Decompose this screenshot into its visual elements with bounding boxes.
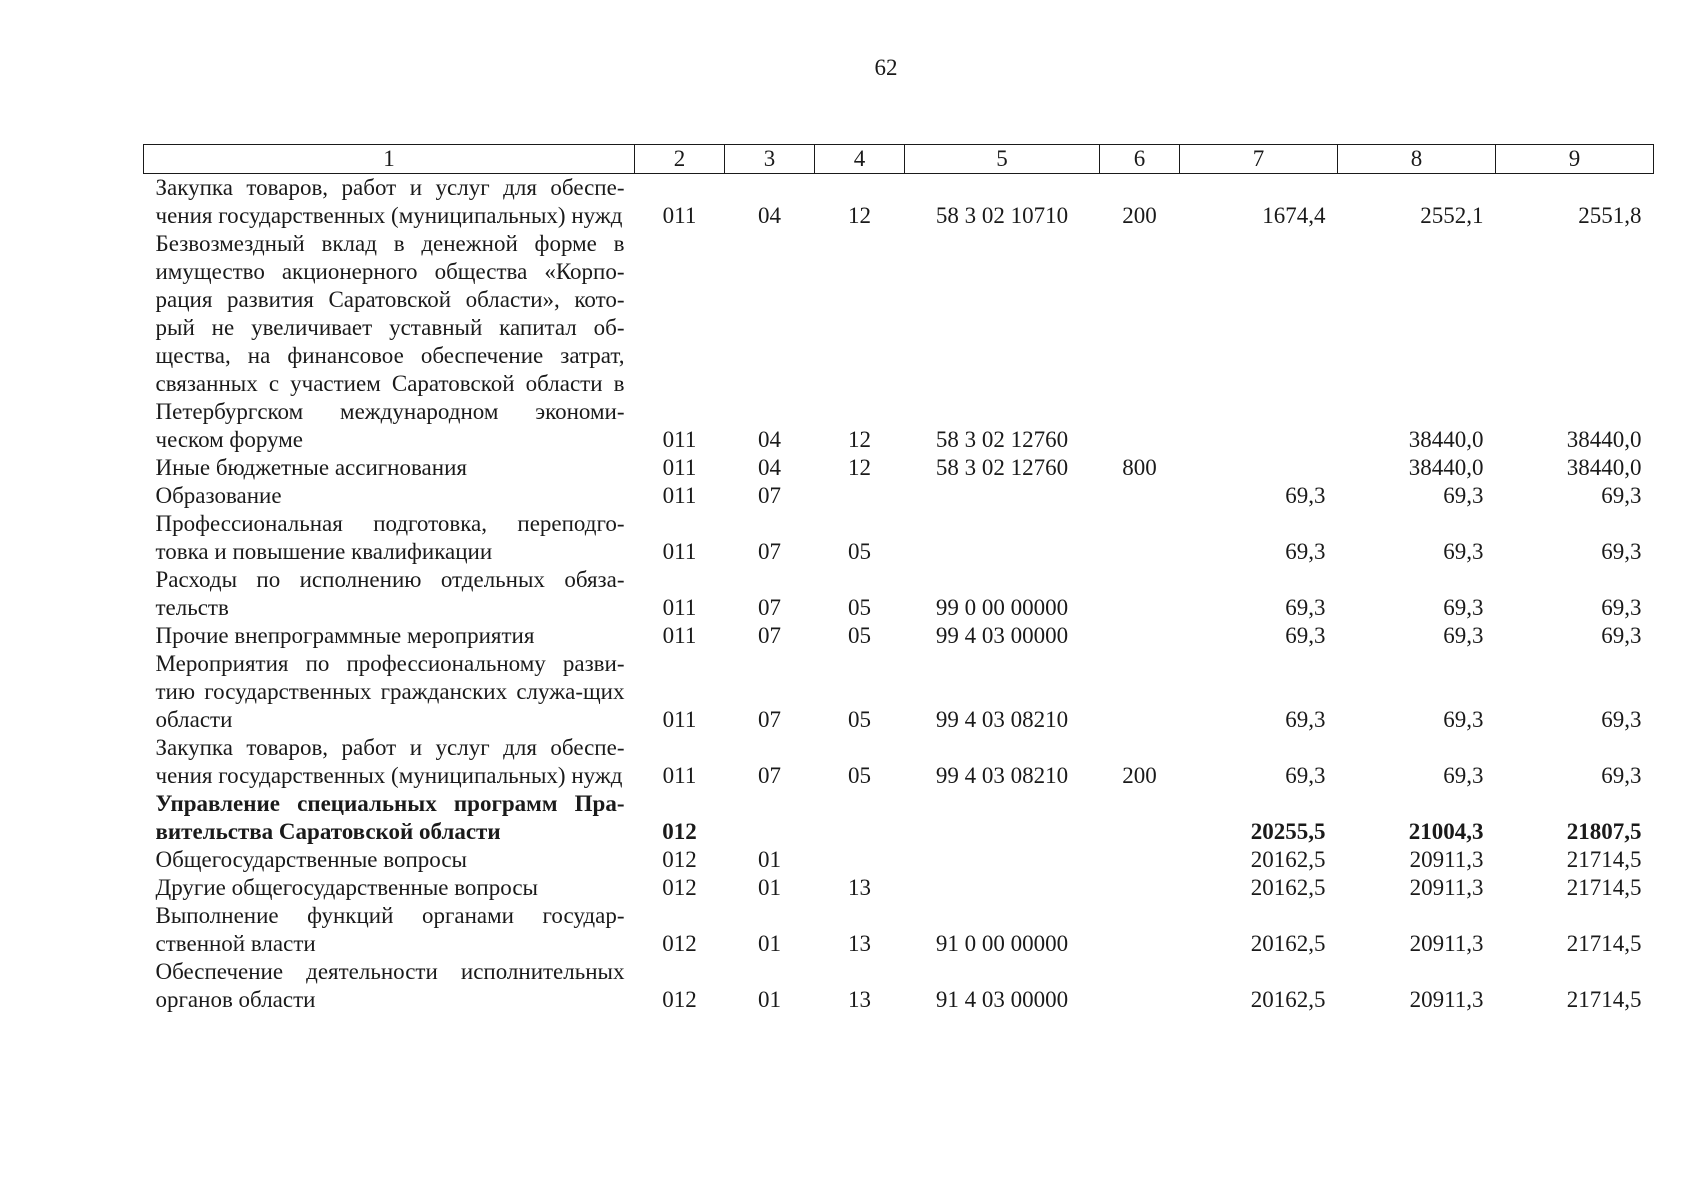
code-subsection: 12 bbox=[848, 203, 871, 228]
code-admin: 011 bbox=[662, 707, 697, 732]
table-row bbox=[144, 846, 1654, 874]
code-subsection: 12 bbox=[848, 427, 871, 452]
budget-table bbox=[143, 144, 1654, 1014]
code-subsection bbox=[815, 846, 905, 874]
header-cell: 2 bbox=[635, 145, 725, 174]
page-number: 62 bbox=[874, 55, 898, 80]
row-name: Обеспечение деятельности исполнительных органов области bbox=[155, 959, 625, 1012]
code-expense-type bbox=[1100, 622, 1180, 650]
header-row bbox=[144, 145, 1654, 174]
amount-col9: 69,3 bbox=[1601, 623, 1642, 648]
code-admin: 012 bbox=[662, 987, 697, 1012]
code-target-article bbox=[905, 510, 1100, 566]
amount-col8: 69,3 bbox=[1443, 623, 1484, 648]
code-expense-type bbox=[1100, 958, 1180, 1014]
amount-col7: 20162,5 bbox=[1250, 931, 1326, 956]
code-admin: 012 bbox=[662, 847, 697, 872]
row-name: Мероприятия по профессиональному разви-тию государственных гражданских служа-щих области bbox=[155, 651, 625, 732]
code-expense-type bbox=[1100, 846, 1180, 874]
row-name: Безвозмездный вклад в денежной форме в имущество акционерного общества «Корпо-рация развития Саратовской области», кото-рый не увеличивает уставный капитал об-щества, на финансовое обеспечение затрат, связанных с участием Саратовской области в Петербургском международном экономи-ческом форуме bbox=[155, 231, 625, 452]
table-row bbox=[144, 510, 1654, 566]
code-target-article: 58 3 02 10710 bbox=[935, 203, 1069, 228]
amount-col8: 38440,0 bbox=[1408, 455, 1484, 480]
code-target-article: 99 4 03 08210 bbox=[935, 763, 1069, 788]
header-cell: 7 bbox=[1180, 145, 1338, 174]
code-admin: 011 bbox=[662, 427, 697, 452]
amount-col8: 69,3 bbox=[1443, 707, 1484, 732]
amount-col7 bbox=[1180, 230, 1338, 454]
amount-col9: 69,3 bbox=[1601, 707, 1642, 732]
code-target-article: 58 3 02 12760 bbox=[935, 455, 1069, 480]
code-admin: 011 bbox=[662, 203, 697, 228]
code-admin: 011 bbox=[662, 539, 697, 564]
header-cell: 9 bbox=[1496, 145, 1654, 174]
row-name: Образование bbox=[155, 483, 282, 508]
code-admin: 011 bbox=[662, 595, 697, 620]
amount-col9: 38440,0 bbox=[1566, 455, 1642, 480]
code-admin: 011 bbox=[662, 455, 697, 480]
code-target-article: 91 0 00 00000 bbox=[935, 931, 1069, 956]
amount-col7: 20162,5 bbox=[1250, 987, 1326, 1012]
code-section: 04 bbox=[758, 427, 781, 452]
amount-col8: 2552,1 bbox=[1420, 203, 1484, 228]
row-name: Общегосударственные вопросы bbox=[155, 847, 467, 872]
amount-col8: 20911,3 bbox=[1409, 931, 1484, 956]
code-expense-type: 200 bbox=[1122, 763, 1157, 788]
code-section: 01 bbox=[758, 875, 781, 900]
code-section: 04 bbox=[758, 455, 781, 480]
code-subsection bbox=[815, 482, 905, 510]
amount-col9: 21714,5 bbox=[1566, 847, 1642, 872]
code-expense-type bbox=[1100, 566, 1180, 622]
amount-col8: 21004,3 bbox=[1408, 819, 1484, 844]
code-target-article: 58 3 02 12760 bbox=[935, 427, 1069, 452]
code-subsection bbox=[815, 790, 905, 846]
row-name: Выполнение функций органами государ-ственной власти bbox=[155, 903, 625, 956]
header-cell: 5 bbox=[905, 145, 1100, 174]
code-expense-type: 800 bbox=[1122, 455, 1157, 480]
code-section: 07 bbox=[758, 707, 781, 732]
amount-col7: 69,3 bbox=[1285, 623, 1326, 648]
code-expense-type bbox=[1100, 874, 1180, 902]
amount-col8: 20911,3 bbox=[1409, 875, 1484, 900]
row-name: Профессиональная подготовка, переподго-товка и повышение квалификации bbox=[155, 511, 625, 564]
code-subsection: 05 bbox=[848, 763, 871, 788]
code-admin: 012 bbox=[662, 819, 697, 844]
code-admin: 011 bbox=[662, 763, 697, 788]
code-subsection: 05 bbox=[848, 595, 871, 620]
code-expense-type: 200 bbox=[1122, 203, 1157, 228]
row-name: Иные бюджетные ассигнования bbox=[155, 455, 467, 480]
code-admin: 012 bbox=[662, 875, 697, 900]
amount-col7: 20255,5 bbox=[1250, 819, 1326, 844]
code-subsection: 05 bbox=[848, 623, 871, 648]
code-target-article bbox=[905, 790, 1100, 846]
table-row bbox=[144, 902, 1654, 958]
table-row bbox=[144, 874, 1654, 902]
code-section: 01 bbox=[758, 987, 781, 1012]
code-section: 07 bbox=[758, 763, 781, 788]
table-row bbox=[144, 230, 1654, 454]
amount-col7: 69,3 bbox=[1285, 763, 1326, 788]
code-target-article: 99 4 03 08210 bbox=[935, 707, 1069, 732]
code-target-article bbox=[905, 874, 1100, 902]
code-expense-type bbox=[1100, 790, 1180, 846]
code-expense-type bbox=[1100, 482, 1180, 510]
code-admin: 011 bbox=[662, 483, 697, 508]
amount-col7: 69,3 bbox=[1285, 539, 1326, 564]
amount-col7: 20162,5 bbox=[1250, 875, 1326, 900]
code-subsection: 12 bbox=[848, 455, 871, 480]
code-admin: 012 bbox=[662, 931, 697, 956]
amount-col9: 21714,5 bbox=[1566, 875, 1642, 900]
amount-col7: 69,3 bbox=[1285, 483, 1326, 508]
amount-col9: 38440,0 bbox=[1566, 427, 1642, 452]
table-row bbox=[144, 958, 1654, 1014]
code-section: 01 bbox=[758, 847, 781, 872]
header-cell: 8 bbox=[1338, 145, 1496, 174]
amount-col7 bbox=[1180, 454, 1338, 482]
table-row bbox=[144, 566, 1654, 622]
amount-col9: 69,3 bbox=[1601, 763, 1642, 788]
amount-col9: 21714,5 bbox=[1566, 987, 1642, 1012]
code-section bbox=[725, 790, 815, 846]
amount-col8: 69,3 bbox=[1443, 763, 1484, 788]
code-section: 07 bbox=[758, 483, 781, 508]
code-expense-type bbox=[1100, 510, 1180, 566]
amount-col8: 38440,0 bbox=[1408, 427, 1484, 452]
code-section: 01 bbox=[758, 931, 781, 956]
amount-col9: 69,3 bbox=[1601, 539, 1642, 564]
row-name: Другие общегосударственные вопросы bbox=[155, 875, 538, 900]
amount-col7: 69,3 bbox=[1285, 707, 1326, 732]
header-cell: 1 bbox=[144, 145, 635, 174]
table-row bbox=[144, 482, 1654, 510]
amount-col8: 20911,3 bbox=[1409, 987, 1484, 1012]
amount-col7: 69,3 bbox=[1285, 595, 1326, 620]
code-subsection: 13 bbox=[848, 987, 871, 1012]
row-name: Закупка товаров, работ и услуг для обеспе-чения государственных (муниципальных) нужд bbox=[155, 735, 625, 788]
amount-col9: 2551,8 bbox=[1578, 203, 1642, 228]
table-row bbox=[144, 650, 1654, 734]
code-expense-type bbox=[1100, 650, 1180, 734]
header-cell: 6 bbox=[1100, 145, 1180, 174]
row-name: Прочие внепрограммные мероприятия bbox=[155, 623, 535, 648]
code-subsection: 13 bbox=[848, 875, 871, 900]
code-section: 07 bbox=[758, 595, 781, 620]
code-section: 07 bbox=[758, 623, 781, 648]
code-subsection: 05 bbox=[848, 539, 871, 564]
code-section: 07 bbox=[758, 539, 781, 564]
code-target-article bbox=[905, 846, 1100, 874]
amount-col8: 20911,3 bbox=[1409, 847, 1484, 872]
row-name: Управление специальных программ Пра-вительства Саратовской области bbox=[155, 791, 625, 844]
code-expense-type bbox=[1100, 902, 1180, 958]
amount-col8: 69,3 bbox=[1443, 539, 1484, 564]
row-name: Расходы по исполнению отдельных обяза-тельств bbox=[155, 567, 625, 620]
table-row bbox=[144, 734, 1654, 790]
code-expense-type bbox=[1100, 230, 1180, 454]
amount-col8: 69,3 bbox=[1443, 483, 1484, 508]
row-name: Закупка товаров, работ и услуг для обеспе-чения государственных (муниципальных) нужд bbox=[155, 175, 625, 228]
code-admin: 011 bbox=[662, 623, 697, 648]
code-target-article: 91 4 03 00000 bbox=[935, 987, 1069, 1012]
code-target-article bbox=[905, 482, 1100, 510]
table-row bbox=[144, 790, 1654, 846]
code-target-article: 99 4 03 00000 bbox=[935, 623, 1069, 648]
amount-col7: 1674,4 bbox=[1262, 203, 1326, 228]
amount-col9: 21807,5 bbox=[1566, 819, 1642, 844]
amount-col8: 69,3 bbox=[1443, 595, 1484, 620]
table-body bbox=[144, 174, 1654, 1015]
code-target-article: 99 0 00 00000 bbox=[935, 595, 1069, 620]
header-cell: 4 bbox=[815, 145, 905, 174]
header-cell: 3 bbox=[725, 145, 815, 174]
table-row bbox=[144, 622, 1654, 650]
amount-col9: 69,3 bbox=[1601, 483, 1642, 508]
table-row bbox=[144, 454, 1654, 482]
amount-col9: 21714,5 bbox=[1566, 931, 1642, 956]
amount-col9: 69,3 bbox=[1601, 595, 1642, 620]
code-subsection: 05 bbox=[848, 707, 871, 732]
code-section: 04 bbox=[758, 203, 781, 228]
table-row bbox=[144, 174, 1654, 231]
code-subsection: 13 bbox=[848, 931, 871, 956]
amount-col7: 20162,5 bbox=[1250, 847, 1326, 872]
